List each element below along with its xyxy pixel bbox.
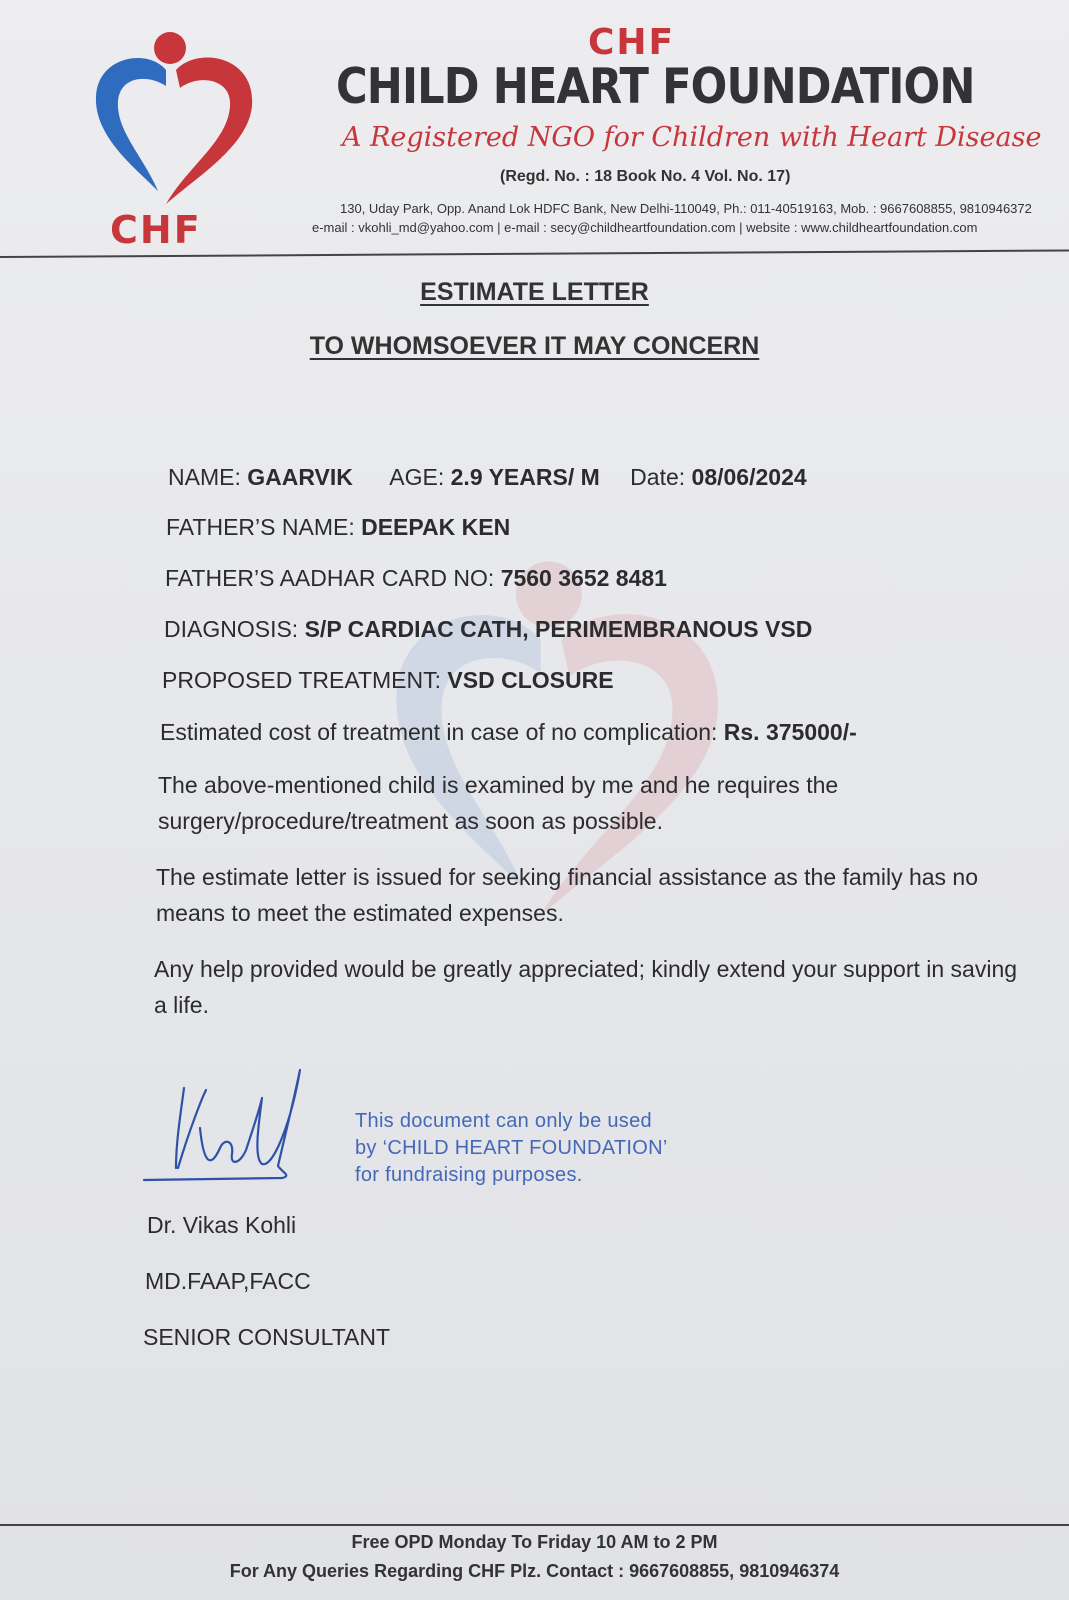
signatory-title: SENIOR CONSULTANT <box>143 1324 391 1350</box>
aadhar-label: FATHER’S AADHAR CARD NO: <box>165 565 501 591</box>
treatment-line <box>162 667 614 694</box>
usage-stamp <box>355 1108 668 1189</box>
father-label: FATHER’S NAME: <box>166 514 362 540</box>
brand-abbreviation: CHF <box>588 22 676 63</box>
estimate-letter-title: ESTIMATE LETTER <box>420 278 649 306</box>
stamp-line-1: This document can only be used <box>355 1110 652 1132</box>
stamp-line-2: by ‘CHILD HEART FOUNDATION’ <box>355 1137 668 1159</box>
father-name: DEEPAK KEN <box>361 514 511 540</box>
cost-line <box>160 719 857 746</box>
purpose-paragraph: The estimate letter is issued for seeking financial assistance as the family has no means to meet the estimated expenses. <box>156 864 979 926</box>
father-name-line <box>166 514 510 541</box>
cost-value: Rs. 375000/- <box>723 719 857 745</box>
logo-text: CHF <box>110 208 202 252</box>
patient-name: GAARVIK <box>247 464 353 490</box>
to-whom-title: TO WHOMSOEVER IT MAY CONCERN <box>309 332 760 360</box>
chf-heart-logo-icon <box>88 26 258 226</box>
aadhar-line <box>165 565 667 592</box>
treatment-label: PROPOSED TREATMENT: <box>162 667 448 693</box>
treatment-value: VSD CLOSURE <box>447 667 614 693</box>
examination-paragraph: The above-mentioned child is examined by me and he requires the surgery/procedure/treatment as soon as possible. <box>158 772 839 834</box>
footer-contact: For Any Queries Regarding CHF Plz. Contact : 9667608855, 9810946374 <box>229 1561 840 1581</box>
registration-number: (Regd. No. : 18 Book No. 4 Vol. No. 17) <box>500 168 791 185</box>
name-label: NAME: <box>168 464 248 490</box>
diagnosis-line <box>164 616 812 643</box>
address-line: 130, Uday Park, Opp. Anand Lok HDFC Bank, New Delhi-110049, Ph.: 011-40519163, Mob. : 9667608855, 9810946372 <box>340 201 1032 216</box>
footer-opd-hours: Free OPD Monday To Friday 10 AM to 2 PM <box>351 1532 718 1552</box>
contact-emails: e-mail : vkohli_md@yahoo.com | e-mail : secy@childheartfoundation.com | website : www.childheartfoundation.com <box>312 220 978 235</box>
footer-divider <box>0 1524 1069 1526</box>
signature-icon <box>142 1068 312 1188</box>
tagline: A Registered NGO for Children with Heart Disease <box>342 122 1042 153</box>
patient-age: 2.9 YEARS/ M <box>450 464 600 490</box>
diagnosis-label: DIAGNOSIS: <box>164 616 305 642</box>
appeal-paragraph: Any help provided would be greatly appreciated; kindly extend your support in saving a life. <box>154 956 1018 1018</box>
patient-info-line <box>168 464 807 491</box>
diagnosis-value: S/P CARDIAC CATH, PERIMEMBRANOUS VSD <box>304 616 813 642</box>
brand-name: CHILD HEART FOUNDATION <box>336 58 975 115</box>
date-label: Date: <box>630 464 692 490</box>
stamp-line-3: for fundraising purposes. <box>355 1164 583 1186</box>
signatory-degrees: MD.FAAP,FACC <box>145 1268 311 1294</box>
signatory-name: Dr. Vikas Kohli <box>147 1212 297 1238</box>
age-label: AGE: <box>389 464 451 490</box>
cost-label: Estimated cost of treatment in case of no complication: <box>160 719 724 745</box>
aadhar-number: 7560 3652 8481 <box>500 565 667 591</box>
letter-date: 08/06/2024 <box>691 464 807 490</box>
